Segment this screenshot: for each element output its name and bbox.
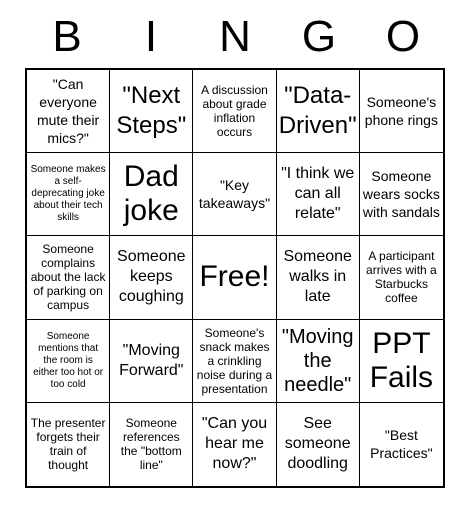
header-letter-o: O: [385, 12, 421, 61]
cell-text: Someone makes a self-deprecating joke about their tech skills: [30, 164, 106, 224]
bingo-cell[interactable]: [110, 236, 193, 319]
cell-text: Dad joke: [123, 160, 179, 228]
cell-text: Someone walks in late: [283, 248, 352, 306]
cell-text: Someone complains about the lack of parking on campus: [30, 242, 106, 313]
cell-text: Someone wears socks with sandals: [362, 168, 440, 221]
bingo-cell[interactable]: [193, 236, 276, 319]
cell-text: "Moving the needle": [281, 325, 354, 396]
bingo-cell[interactable]: [360, 153, 443, 236]
header-letter-b: B: [52, 12, 82, 61]
bingo-cell[interactable]: [277, 403, 360, 486]
bingo-cell[interactable]: [110, 70, 193, 153]
bingo-cell[interactable]: [27, 70, 110, 153]
cell-text: Someone mentions that the room is either too hot or too cold: [33, 330, 104, 390]
cell-text: "Data-Driven": [278, 82, 357, 140]
cell-text: Someone keeps coughing: [117, 248, 186, 306]
cell-text: "Can you hear me now?": [201, 415, 268, 473]
bingo-cell[interactable]: [110, 153, 193, 236]
cell-text: PPT Fails: [369, 326, 434, 394]
cell-text: The presenter forgets their train of thought: [30, 416, 106, 473]
bingo-cell[interactable]: [360, 320, 443, 403]
bingo-cell[interactable]: [193, 403, 276, 486]
bingo-cell[interactable]: [193, 70, 276, 153]
cell-text: Someone's phone rings: [364, 94, 438, 129]
header-letter-n: N: [219, 12, 251, 61]
cell-text: A participant arrives with a Starbucks coffee: [366, 249, 437, 306]
bingo-cell[interactable]: [110, 320, 193, 403]
bingo-board: [25, 68, 445, 488]
cell-text: "Key takeaways": [198, 177, 271, 212]
cell-text: See someone doodling: [284, 415, 351, 473]
cell-text: "Next Steps": [116, 82, 187, 140]
header-letter-i: I: [144, 12, 158, 61]
bingo-header: [25, 8, 445, 66]
bingo-cell[interactable]: [27, 236, 110, 319]
cell-text: "Moving Forward": [119, 341, 184, 379]
cell-text: "Best Practices": [370, 427, 433, 462]
cell-text: Free!: [199, 260, 270, 294]
cell-text: "I think we can all relate": [281, 165, 355, 223]
bingo-cell[interactable]: [27, 153, 110, 236]
bingo-cell[interactable]: [277, 320, 360, 403]
bingo-cell[interactable]: [27, 403, 110, 486]
bingo-cell[interactable]: [277, 70, 360, 153]
bingo-cell[interactable]: [110, 403, 193, 486]
bingo-cell[interactable]: [193, 153, 276, 236]
bingo-cell[interactable]: [27, 320, 110, 403]
bingo-cell[interactable]: [360, 70, 443, 153]
cell-text: Someone references the "bottom line": [120, 416, 182, 473]
cell-text: A discussion about grade inflation occurs: [201, 83, 268, 140]
cell-text: Someone's snack makes a crinkling noise during a presentation: [196, 325, 273, 396]
header-letter-g: G: [301, 12, 337, 61]
bingo-cell[interactable]: [360, 236, 443, 319]
bingo-cell[interactable]: [193, 320, 276, 403]
cell-text: "Can everyone mute their mics?": [36, 76, 100, 147]
bingo-cell[interactable]: [277, 236, 360, 319]
bingo-cell[interactable]: [277, 153, 360, 236]
bingo-cell[interactable]: [360, 403, 443, 486]
